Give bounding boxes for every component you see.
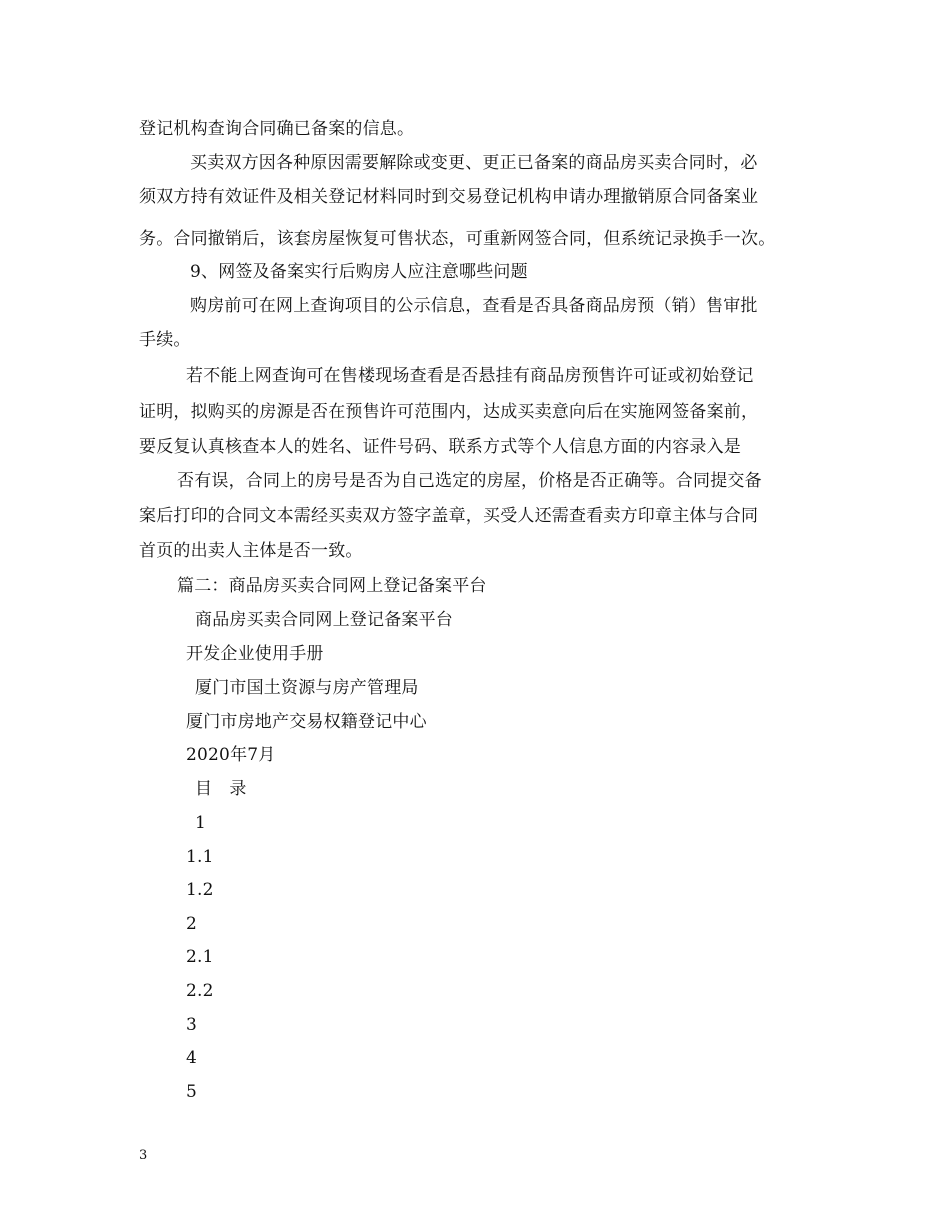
paragraph-line: 若不能上网查询可在售楼现场查看是否悬挂有商品房预售许可证或初始登记 (186, 366, 754, 386)
toc-item: 1.1 (186, 847, 214, 867)
toc-item: 4 (186, 1048, 198, 1068)
issuer-line: 厦门市国土资源与房产管理局 (195, 678, 419, 698)
toc-item: 2.1 (186, 947, 214, 967)
paragraph-line: 要反复认真核查本人的姓名、证件号码、联系方式等个人信息方面的内容录入是 (139, 437, 741, 457)
section-heading: 篇二：商品房买卖合同网上登记备案平台 (177, 576, 487, 596)
manual-subtitle: 开发企业使用手册 (186, 644, 324, 664)
toc-item: 2.2 (186, 981, 214, 1001)
toc-heading: 目 录 (195, 779, 247, 799)
date-line: 2020年7月 (186, 745, 276, 765)
toc-item: 3 (186, 1015, 198, 1035)
paragraph-line: 否有误，合同上的房号是否为自己选定的房屋，价格是否正确等。合同提交备 (177, 471, 762, 491)
paragraph-line: 手续。 (139, 330, 191, 350)
manual-title: 商品房买卖合同网上登记备案平台 (195, 610, 453, 630)
paragraph-line: 登记机构查询合同确已备案的信息。 (139, 119, 415, 139)
section-heading: 9、网签及备案实行后购房人应注意哪些问题 (190, 262, 528, 282)
paragraph-line: 证明，拟购买的房源是否在预售许可范围内，达成买卖意向后在实施网签备案前， (139, 402, 759, 422)
paragraph-line: 务。合同撤销后，该套房屋恢复可售状态，可重新网签合同，但系统记录换手一次。 (139, 229, 776, 249)
issuer-line: 厦门市房地产交易权籍登记中心 (186, 712, 427, 732)
paragraph-line: 购房前可在网上查询项目的公示信息，查看是否具备商品房预（销）售审批 (190, 296, 758, 316)
toc-item: 2 (186, 914, 198, 934)
toc-item: 1.2 (186, 880, 214, 900)
toc-item: 1 (195, 813, 207, 833)
paragraph-line: 买卖双方因各种原因需要解除或变更、更正已备案的商品房买卖合同时，必 (190, 153, 758, 173)
paragraph-line: 须双方持有效证件及相关登记材料同时到交易登记机构申请办理撤销原合同备案业 (139, 187, 759, 207)
toc-item: 5 (186, 1082, 198, 1102)
paragraph-line: 首页的出卖人主体是否一致。 (139, 541, 363, 561)
page-number: 3 (139, 1148, 148, 1163)
paragraph-line: 案后打印的合同文本需经买卖双方签字盖章，买受人还需查看卖方印章主体与合同 (139, 506, 759, 526)
